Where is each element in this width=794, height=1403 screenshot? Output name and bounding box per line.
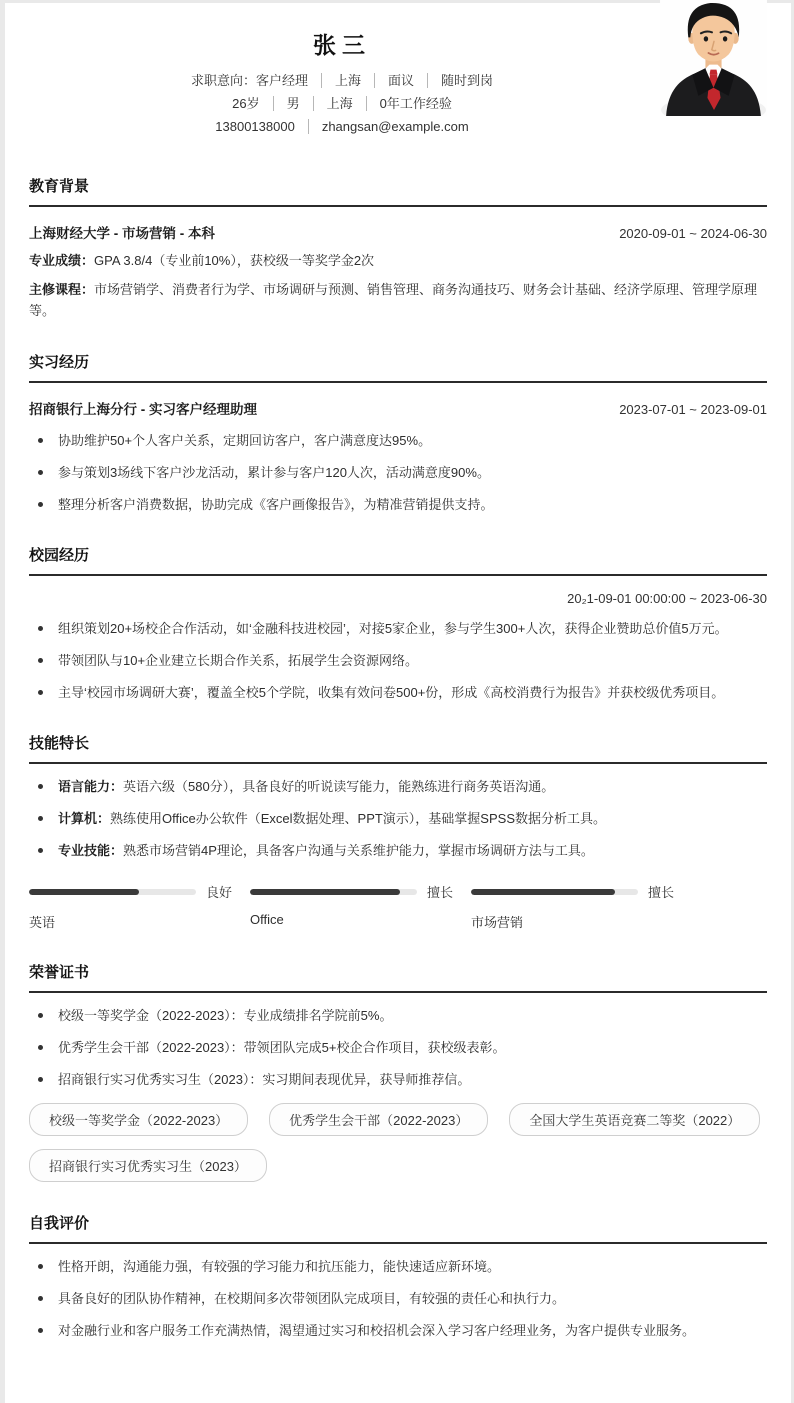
basic-info-line — [29, 96, 655, 111]
skill-bar-item — [250, 882, 453, 931]
skill-name-label: 市场营销 — [471, 915, 524, 930]
skill-bar-item — [471, 882, 674, 931]
skill-bar-row — [471, 882, 674, 901]
campus-bullet: 带领团队与10+企业建立长期合作关系，拓展学生会资源网络。 — [29, 651, 767, 670]
section-campus — [29, 544, 767, 702]
skill-bar-item — [29, 882, 232, 931]
header-text-block — [29, 27, 655, 134]
info-segment: 26岁 — [232, 96, 260, 111]
skill-bar-row — [29, 882, 232, 901]
info-segment: 0年工作经验 — [366, 96, 465, 111]
skill-text: 熟练使用Office办公软件（Excel数据处理、PPT演示），基础掌握SPSS数据分析工具。 — [110, 811, 606, 826]
self-evaluation-bullet-list — [29, 1257, 767, 1340]
section-honors — [29, 961, 767, 1182]
section-education — [29, 175, 767, 321]
skills-bullet — [29, 841, 767, 860]
info-segment: 上海 — [321, 73, 374, 88]
self-evaluation-bullet: 具备良好的团队协作精神，在校期间多次带领团队完成项目，有较强的责任心和执行力。 — [29, 1289, 767, 1308]
honor-tag: 全国大学生英语竞赛二等奖（2022） — [509, 1103, 760, 1136]
honor-bullet: 校级一等奖学金（2022-2023）：专业成绩排名学院前5%。 — [29, 1006, 767, 1025]
detail-text: 市场营销学、消费者行为学、市场调研与预测、销售管理、商务沟通技巧、财务会计基础、经济学原理、管理学原理等。 — [29, 282, 758, 318]
campus-section-title: 校园经历 — [29, 544, 767, 576]
self-evaluation-bullet: 对金融行业和客户服务工作充满热情，渴望通过实习和校招机会深入学习客户经理业务，为客户提供专业服务。 — [29, 1321, 767, 1340]
campus-date: 20₂1-09-01 00:00:00 ~ 2023-06-30 — [567, 591, 767, 606]
internship-bullet: 参与策划3场线下客户沙龙活动，累计参与客户120人次，活动满意度90%。 — [29, 463, 767, 482]
contact-segment: 13800138000 — [215, 119, 295, 134]
skill-text: 熟悉市场营销4P理论，具备客户沟通与关系维护能力，掌握市场调研方法与工具。 — [123, 843, 594, 858]
education-school: 上海财经大学 - 市场营销 - 本科 — [29, 226, 215, 241]
honor-tag: 校级一等奖学金（2022-2023） — [29, 1103, 248, 1136]
skill-text: 英语六级（580分），具备良好的听说读写能力，能熟练进行商务英语沟通。 — [123, 779, 555, 794]
skill-label: 专业技能： — [58, 843, 124, 858]
skills-bullet-list — [29, 777, 767, 860]
skill-bar-track — [29, 889, 196, 895]
info-segment: 男 — [273, 96, 313, 111]
campus-bullet: 主导‘校园市场调研大赛’，覆盖全校5个学院，收集有效问卷500+份，形成《高校消费行为报告》并获校级优秀项目。 — [29, 683, 767, 702]
detail-label: 专业成绩： — [29, 253, 95, 268]
self-evaluation-bullet: 性格开朗，沟通能力强，有较强的学习能力和抗压能力，能快速适应新环境。 — [29, 1257, 767, 1276]
skills-bullet — [29, 777, 767, 796]
internship-bullet: 协助维护50+个人客户关系，定期回访客户，客户满意度达95%。 — [29, 431, 767, 450]
skill-bar-track — [250, 889, 417, 895]
info-segment: 随时到岗 — [427, 73, 506, 88]
honors-section-title: 荣誉证书 — [29, 961, 767, 993]
job-intent-line — [29, 73, 655, 88]
skill-bar-fill — [250, 889, 400, 895]
honor-tag: 优秀学生会干部（2022-2023） — [269, 1103, 488, 1136]
skill-bars — [29, 882, 674, 931]
skill-bar-fill — [471, 889, 615, 895]
skill-level-label: 擅长 — [647, 885, 674, 900]
profile-photo-illustration — [660, 0, 767, 116]
skill-bar-row — [250, 882, 453, 901]
education-detail-row — [29, 250, 767, 271]
self-evaluation-section-title: 自我评价 — [29, 1212, 767, 1244]
education-section-title: 教育背景 — [29, 175, 767, 207]
internship-company: 招商银行上海分行 - 实习客户经理助理 — [29, 402, 257, 417]
contact-line — [29, 119, 655, 134]
honor-bullet: 优秀学生会干部（2022-2023）：带领团队完成5+校企合作项目，获校级表彰。 — [29, 1038, 767, 1057]
info-segment: 求职意向：客户经理 — [190, 73, 308, 88]
skill-bar-fill — [29, 889, 139, 895]
education-date: 2020-09-01 ~ 2024-06-30 — [619, 226, 767, 241]
info-segment: 上海 — [313, 96, 366, 111]
detail-text: GPA 3.8/4（专业前10%），获校级一等奖学金2次 — [94, 253, 375, 268]
honor-bullet: 招商银行实习优秀实习生（2023）：实习期间表现优异，获导师推荐信。 — [29, 1070, 767, 1089]
profile-photo — [660, 0, 767, 116]
internship-date: 2023-07-01 ~ 2023-09-01 — [619, 402, 767, 417]
skill-level-label: 良好 — [205, 885, 232, 900]
skill-name-label: Office — [250, 912, 284, 927]
section-self-evaluation — [29, 1212, 767, 1340]
internship-bullet: 整理分析客户消费数据，协助完成《客户画像报告》，为精准营销提供支持。 — [29, 495, 767, 514]
skill-label: 计算机： — [58, 811, 111, 826]
education-detail-row — [29, 279, 767, 321]
skill-name-label: 英语 — [29, 915, 56, 930]
skill-bar-track — [471, 889, 638, 895]
skill-level-label: 擅长 — [426, 885, 453, 900]
detail-label: 主修课程： — [29, 282, 95, 297]
campus-bullet-list — [29, 619, 767, 702]
contact-segment: zhangsan@example.com — [308, 119, 482, 134]
internship-section-title: 实习经历 — [29, 351, 767, 383]
education-details — [29, 250, 767, 321]
campus-bullet: 组织策划20+场校企合作活动，如‘金融科技进校园’，对接5家企业，参与学生300+人次，获得企业赞助总价值5万元。 — [29, 619, 767, 638]
honor-tag-list — [29, 1103, 767, 1182]
honor-tag: 招商银行实习优秀实习生（2023） — [29, 1149, 267, 1182]
education-header-row — [29, 222, 767, 242]
internship-bullet-list — [29, 431, 767, 514]
skills-section-title: 技能特长 — [29, 732, 767, 764]
resume-header — [29, 3, 767, 145]
honors-bullet-list — [29, 1006, 767, 1089]
candidate-name: 张三 — [313, 32, 371, 58]
resume-page — [5, 3, 791, 1403]
skill-label: 语言能力： — [58, 779, 124, 794]
skills-bullet — [29, 809, 767, 828]
internship-header-row — [29, 398, 767, 418]
info-segment: 面议 — [374, 73, 427, 88]
section-skills — [29, 732, 767, 931]
section-internship — [29, 351, 767, 514]
